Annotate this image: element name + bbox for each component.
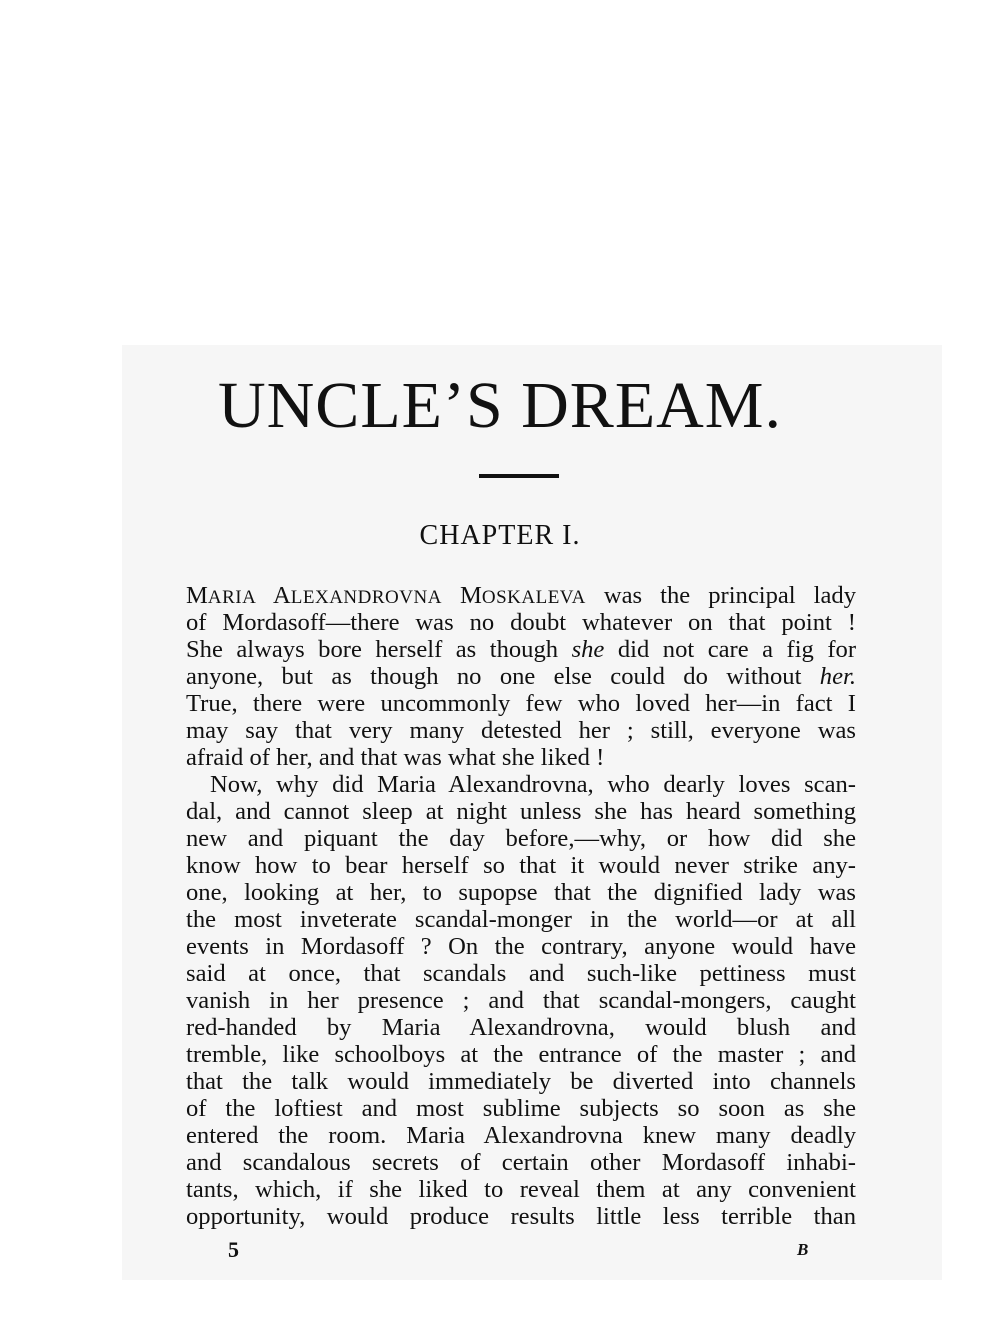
text-line: red-handed by Maria Alexandrovna, would blush and	[186, 1014, 856, 1041]
text-line: tremble, like schoolboys at the entrance of the master ; and	[186, 1041, 856, 1068]
text-line: said at once, that scandals and such-like pettiness must	[186, 960, 856, 987]
text-line: dal, and cannot sleep at night unless she has heard something	[186, 798, 856, 825]
text-line: events in Mordasoff ? On the contrary, anyone would have	[186, 933, 856, 960]
page-number: 5	[228, 1237, 239, 1262]
text-line: tants, which, if she liked to reveal them at any convenient	[186, 1176, 856, 1203]
text-line: She always bore herself as though she did not care a fig for	[186, 636, 857, 663]
text-line: anyone, but as though no one else could do without her.	[186, 663, 856, 690]
text-line: entered the room. Maria Alexandrovna knew many deadly	[186, 1122, 856, 1149]
book-title: UNCLE’S DREAM.	[217, 369, 782, 442]
text-line: vanish in her presence ; and that scandal-mongers, caught	[186, 987, 856, 1014]
text-line: of the loftiest and most sublime subjects so soon as she	[186, 1095, 856, 1122]
text-line: the most inveterate scandal-monger in the world—or at all	[186, 906, 856, 933]
chapter-heading: CHAPTER I.	[419, 520, 581, 551]
text-line: may say that very many detested her ; still, everyone was	[186, 717, 856, 744]
text-line: new and piquant the day before,—why, or how did she	[186, 825, 856, 852]
signature-mark: B	[797, 1240, 809, 1259]
text-line: True, there were uncommonly few who loved her—in fact I	[186, 690, 856, 717]
body-text	[186, 582, 856, 1230]
text-line: afraid of her, and that was what she liked !	[186, 744, 605, 771]
text-line: one, looking at her, to supopse that the dignified lady was	[186, 879, 856, 906]
title-rule	[479, 474, 559, 478]
text-line: know how to bear herself so that it would never strike any-	[186, 852, 856, 879]
text-line: MARIA ALEXANDROVNA MOSKALEVA was the principal lady	[186, 582, 857, 609]
text-line: Now, why did Maria Alexandrovna, who dearly loves scan-	[210, 771, 856, 798]
text-line: of Mordasoff—there was no doubt whatever on that point !	[186, 609, 856, 636]
text-line: that the talk would immediately be diverted into channels	[186, 1068, 856, 1095]
text-line: opportunity, would produce results little less terrible than	[186, 1203, 856, 1230]
text-line: and scandalous secrets of certain other Mordasoff inhabi-	[186, 1149, 856, 1176]
